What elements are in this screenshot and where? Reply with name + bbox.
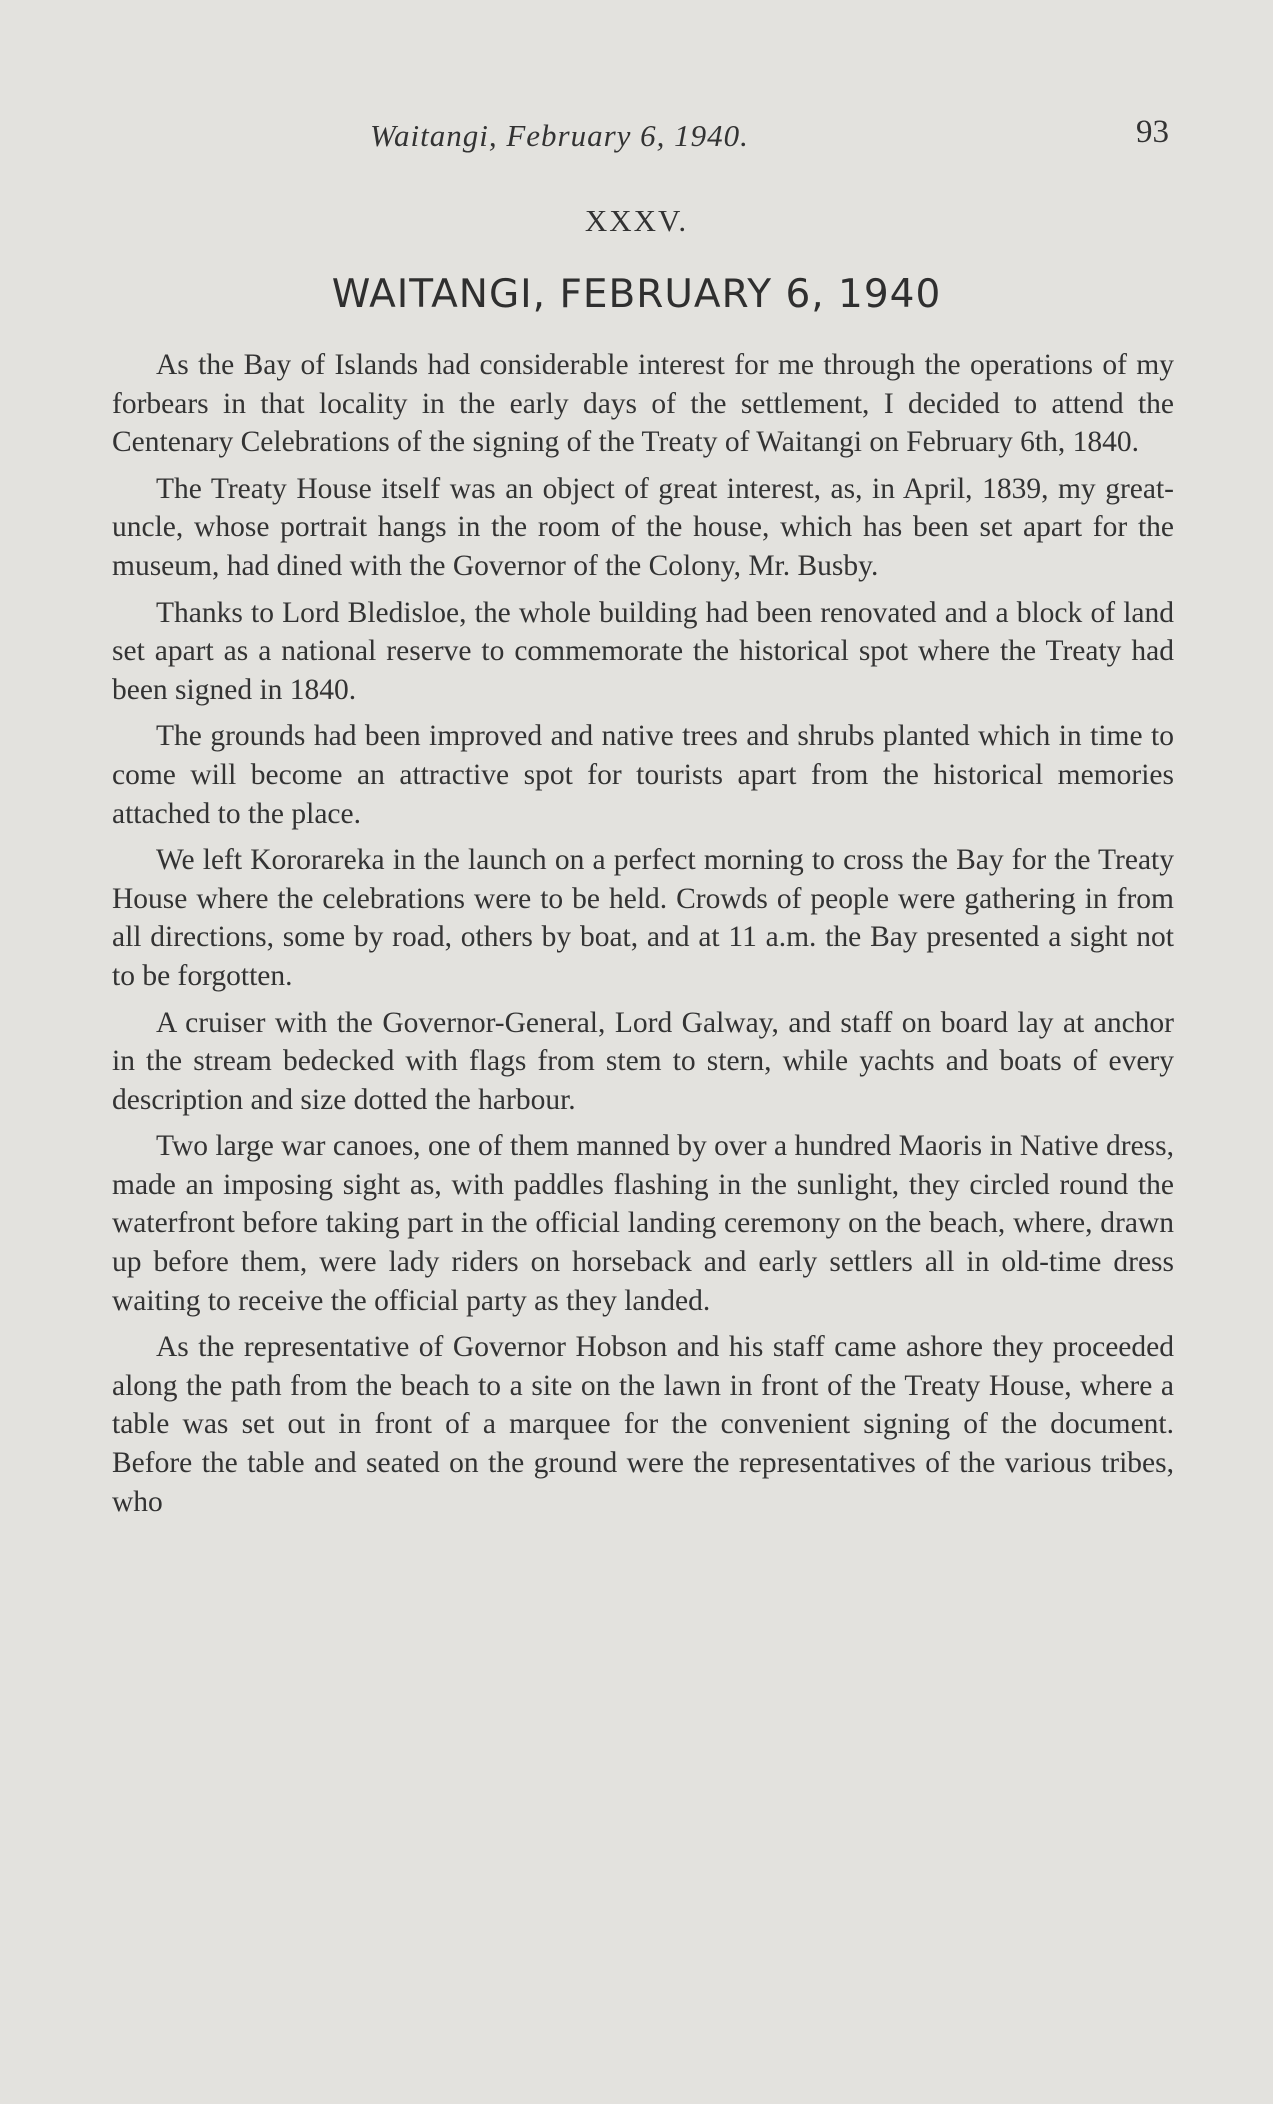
paragraph: The grounds had been improved and native trees and shrubs planted which in time to come will become an attractive spot for tourists apart from the historical memories attached to the place. <box>112 720 1174 830</box>
paragraph: Two large war canoes, one of them manned by over a hundred Maoris in Native dress, made an imposing sight as, with paddles flashing in the sunlight, they circled round the waterfront before taking part in the official landing ceremony on the beach, where, drawn up before them, were lady riders on horseback and early settlers all in old-time dress waiting to receive the official party as they landed. <box>112 1130 1174 1317</box>
paragraph: Thanks to Lord Bledisloe, the whole building had been renovated and a block of land set apart as a national reserve to commemorate the historical spot where the Treaty had been signed in 1840. <box>112 596 1174 706</box>
paragraph: We left Kororareka in the launch on a perfect morning to cross the Bay for the Treaty House where the celebrations were to be held. Crowds of people were gathering in from all directions, some by road, others by boat, and at 11 a.m. the Bay presented a sight not to be forgotten. <box>112 844 1174 992</box>
running-head: Waitangi, February 6, 1940. <box>370 118 749 153</box>
page-number: 93 <box>1136 114 1169 150</box>
chapter-title: WAITANGI, FEBRUARY 6, 1940 <box>331 272 942 317</box>
chapter-number: XXXV. <box>584 203 689 238</box>
paragraph: As the representative of Governor Hobson and his staff came ashore they proceeded along the path from the beach to a site on the lawn in front of the Treaty House, where a table was set out in front of a marquee for the convenient signing of the document. Before the table and seated on the ground were the representatives of the various tribes, who <box>112 1331 1174 1518</box>
paragraph: As the Bay of Islands had considerable interest for me through the operations of my forbears in that locality in the early days of the settlement, I decided to attend the Centenary Celebrations of the signing of the Treaty of Waitangi on February 6th, 1840. <box>112 349 1174 459</box>
body-text <box>112 346 1174 1529</box>
paragraph: The Treaty House itself was an object of great interest, as, in April, 1839, my great-uncle, whose portrait hangs in the room of the house, which has been set apart for the museum, had dined with the Governor of the Colony, Mr. Busby. <box>112 472 1174 582</box>
paragraph: A cruiser with the Governor-General, Lord Galway, and staff on board lay at anchor in the stream bedecked with flags from stem to stern, while yachts and boats of every description and size dotted the harbour. <box>112 1006 1174 1116</box>
